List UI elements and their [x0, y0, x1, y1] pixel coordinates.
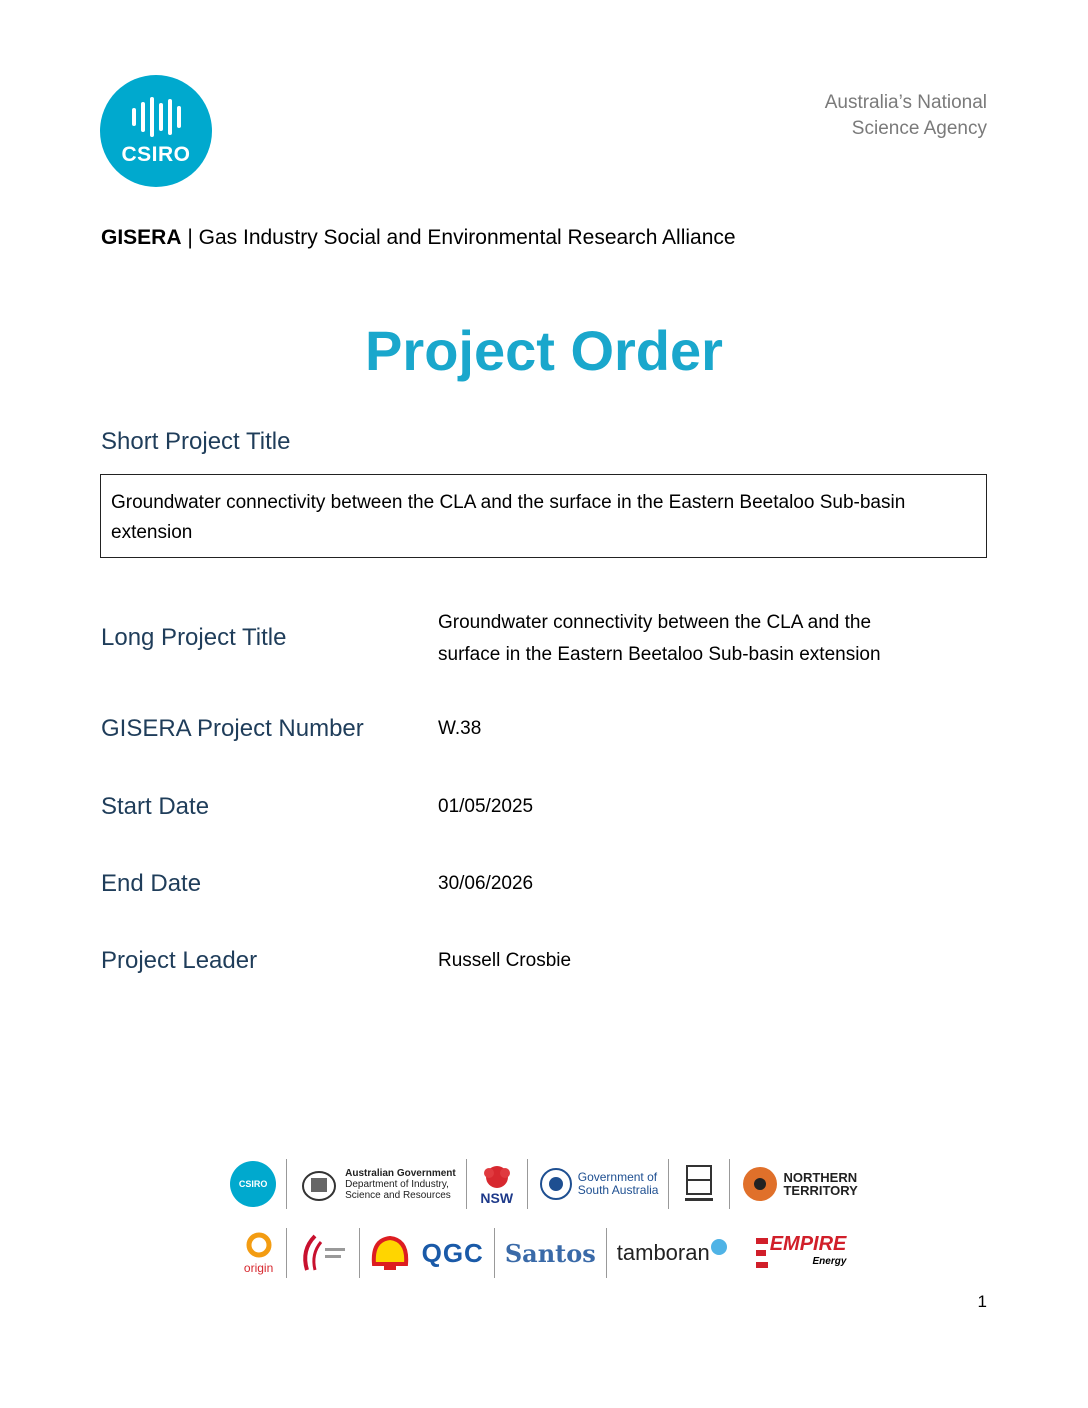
- long-title-value: [438, 607, 881, 671]
- short-title-box: Groundwater connectivity between the CLA and the surface in the Eastern Beetaloo Sub-basin extension: [100, 474, 987, 558]
- csiro-logo-text: CSIRO: [121, 143, 191, 166]
- sa-government-logo: [538, 1166, 659, 1202]
- csiro-partner-logo: CSIRO: [230, 1161, 276, 1207]
- divider: [668, 1159, 669, 1209]
- project-number-label: GISERA Project Number: [101, 715, 364, 742]
- project-number-value: W.38: [438, 718, 482, 739]
- empire-text: EMPIRE: [769, 1233, 847, 1255]
- project-leader-value: Russell Crosbie: [438, 950, 572, 971]
- end-date-label: End Date: [101, 870, 202, 897]
- origin-text: origin: [243, 1260, 274, 1275]
- tamboran-text: tamboran: [616, 1240, 710, 1265]
- origin-ring-icon: [242, 1232, 276, 1258]
- tamboran-logo: [617, 1238, 728, 1268]
- desert-rose-icon: [740, 1164, 780, 1204]
- alliance-separator: |: [181, 226, 199, 249]
- coat-of-arms-icon: [297, 1164, 341, 1204]
- page-title: Project Order: [365, 319, 723, 382]
- nt-line-1: NORTHERN: [783, 1170, 858, 1185]
- divider: [466, 1159, 467, 1209]
- nt-line-2: TERRITORY: [783, 1183, 858, 1198]
- alliance-name: Gas Industry Social and Environmental Research Alliance: [198, 226, 736, 249]
- divider: [527, 1159, 528, 1209]
- sa-crest-icon: [538, 1166, 574, 1202]
- alliance-acronym: GISERA: [101, 226, 182, 249]
- agency-tagline: [825, 90, 987, 142]
- agency-line-2: Science Agency: [851, 118, 987, 139]
- nt-government-logo: [740, 1164, 857, 1204]
- csiro-bars-icon: [132, 95, 181, 139]
- aus-gov-line-3: Science and Resources: [345, 1189, 451, 1201]
- long-title-line-2: surface in the Eastern Beetaloo Sub-basin extension: [438, 644, 881, 665]
- project-leader-label: Project Leader: [101, 947, 258, 974]
- divider: [286, 1228, 287, 1278]
- australia-pacific-lng-logo: [297, 1230, 349, 1276]
- sa-line-1: Government of: [577, 1170, 658, 1184]
- divider: [286, 1159, 287, 1209]
- divider: [729, 1159, 730, 1209]
- aus-gov-line-1: Australian Government: [345, 1167, 456, 1179]
- santos-logo: Santos: [504, 1238, 596, 1268]
- long-title-line-1: Groundwater connectivity between the CLA and the: [438, 612, 872, 633]
- queensland-government-logo: [679, 1160, 719, 1208]
- waratah-icon: [477, 1163, 517, 1189]
- agency-line-1: Australia’s National: [824, 92, 987, 113]
- long-title-label: Long Project Title: [101, 624, 287, 651]
- start-date-label: Start Date: [101, 793, 210, 820]
- sa-line-2: South Australia: [577, 1183, 659, 1197]
- partner-logos-row-1: [0, 1158, 1088, 1210]
- alliance-line: [101, 226, 736, 250]
- end-date-value: 30/06/2026: [438, 873, 534, 894]
- short-title-label: Short Project Title: [101, 428, 291, 455]
- shell-logo: [370, 1234, 410, 1272]
- nsw-text: NSW: [480, 1190, 514, 1206]
- empire-energy-logo: [754, 1234, 847, 1272]
- australian-government-logo: [297, 1164, 456, 1204]
- page-number: 1: [977, 1292, 987, 1311]
- partner-logos-row-2: [0, 1228, 1088, 1278]
- queensland-crest-icon: [679, 1160, 719, 1208]
- shell-icon: [370, 1234, 410, 1272]
- qgc-logo: QGC: [421, 1237, 484, 1268]
- origin-logo: [242, 1232, 276, 1275]
- divider: [359, 1228, 360, 1278]
- empire-e-icon: [754, 1234, 770, 1272]
- energy-text: Energy: [812, 1256, 847, 1267]
- nsw-government-logo: [477, 1163, 517, 1205]
- tamboran-dot-icon: [710, 1238, 728, 1268]
- start-date-value: 01/05/2025: [438, 796, 534, 817]
- aus-gov-line-2: Department of Industry,: [345, 1178, 449, 1190]
- csiro-logo: [100, 75, 212, 187]
- divider: [606, 1228, 607, 1278]
- divider: [494, 1228, 495, 1278]
- aplng-icon: [297, 1230, 349, 1276]
